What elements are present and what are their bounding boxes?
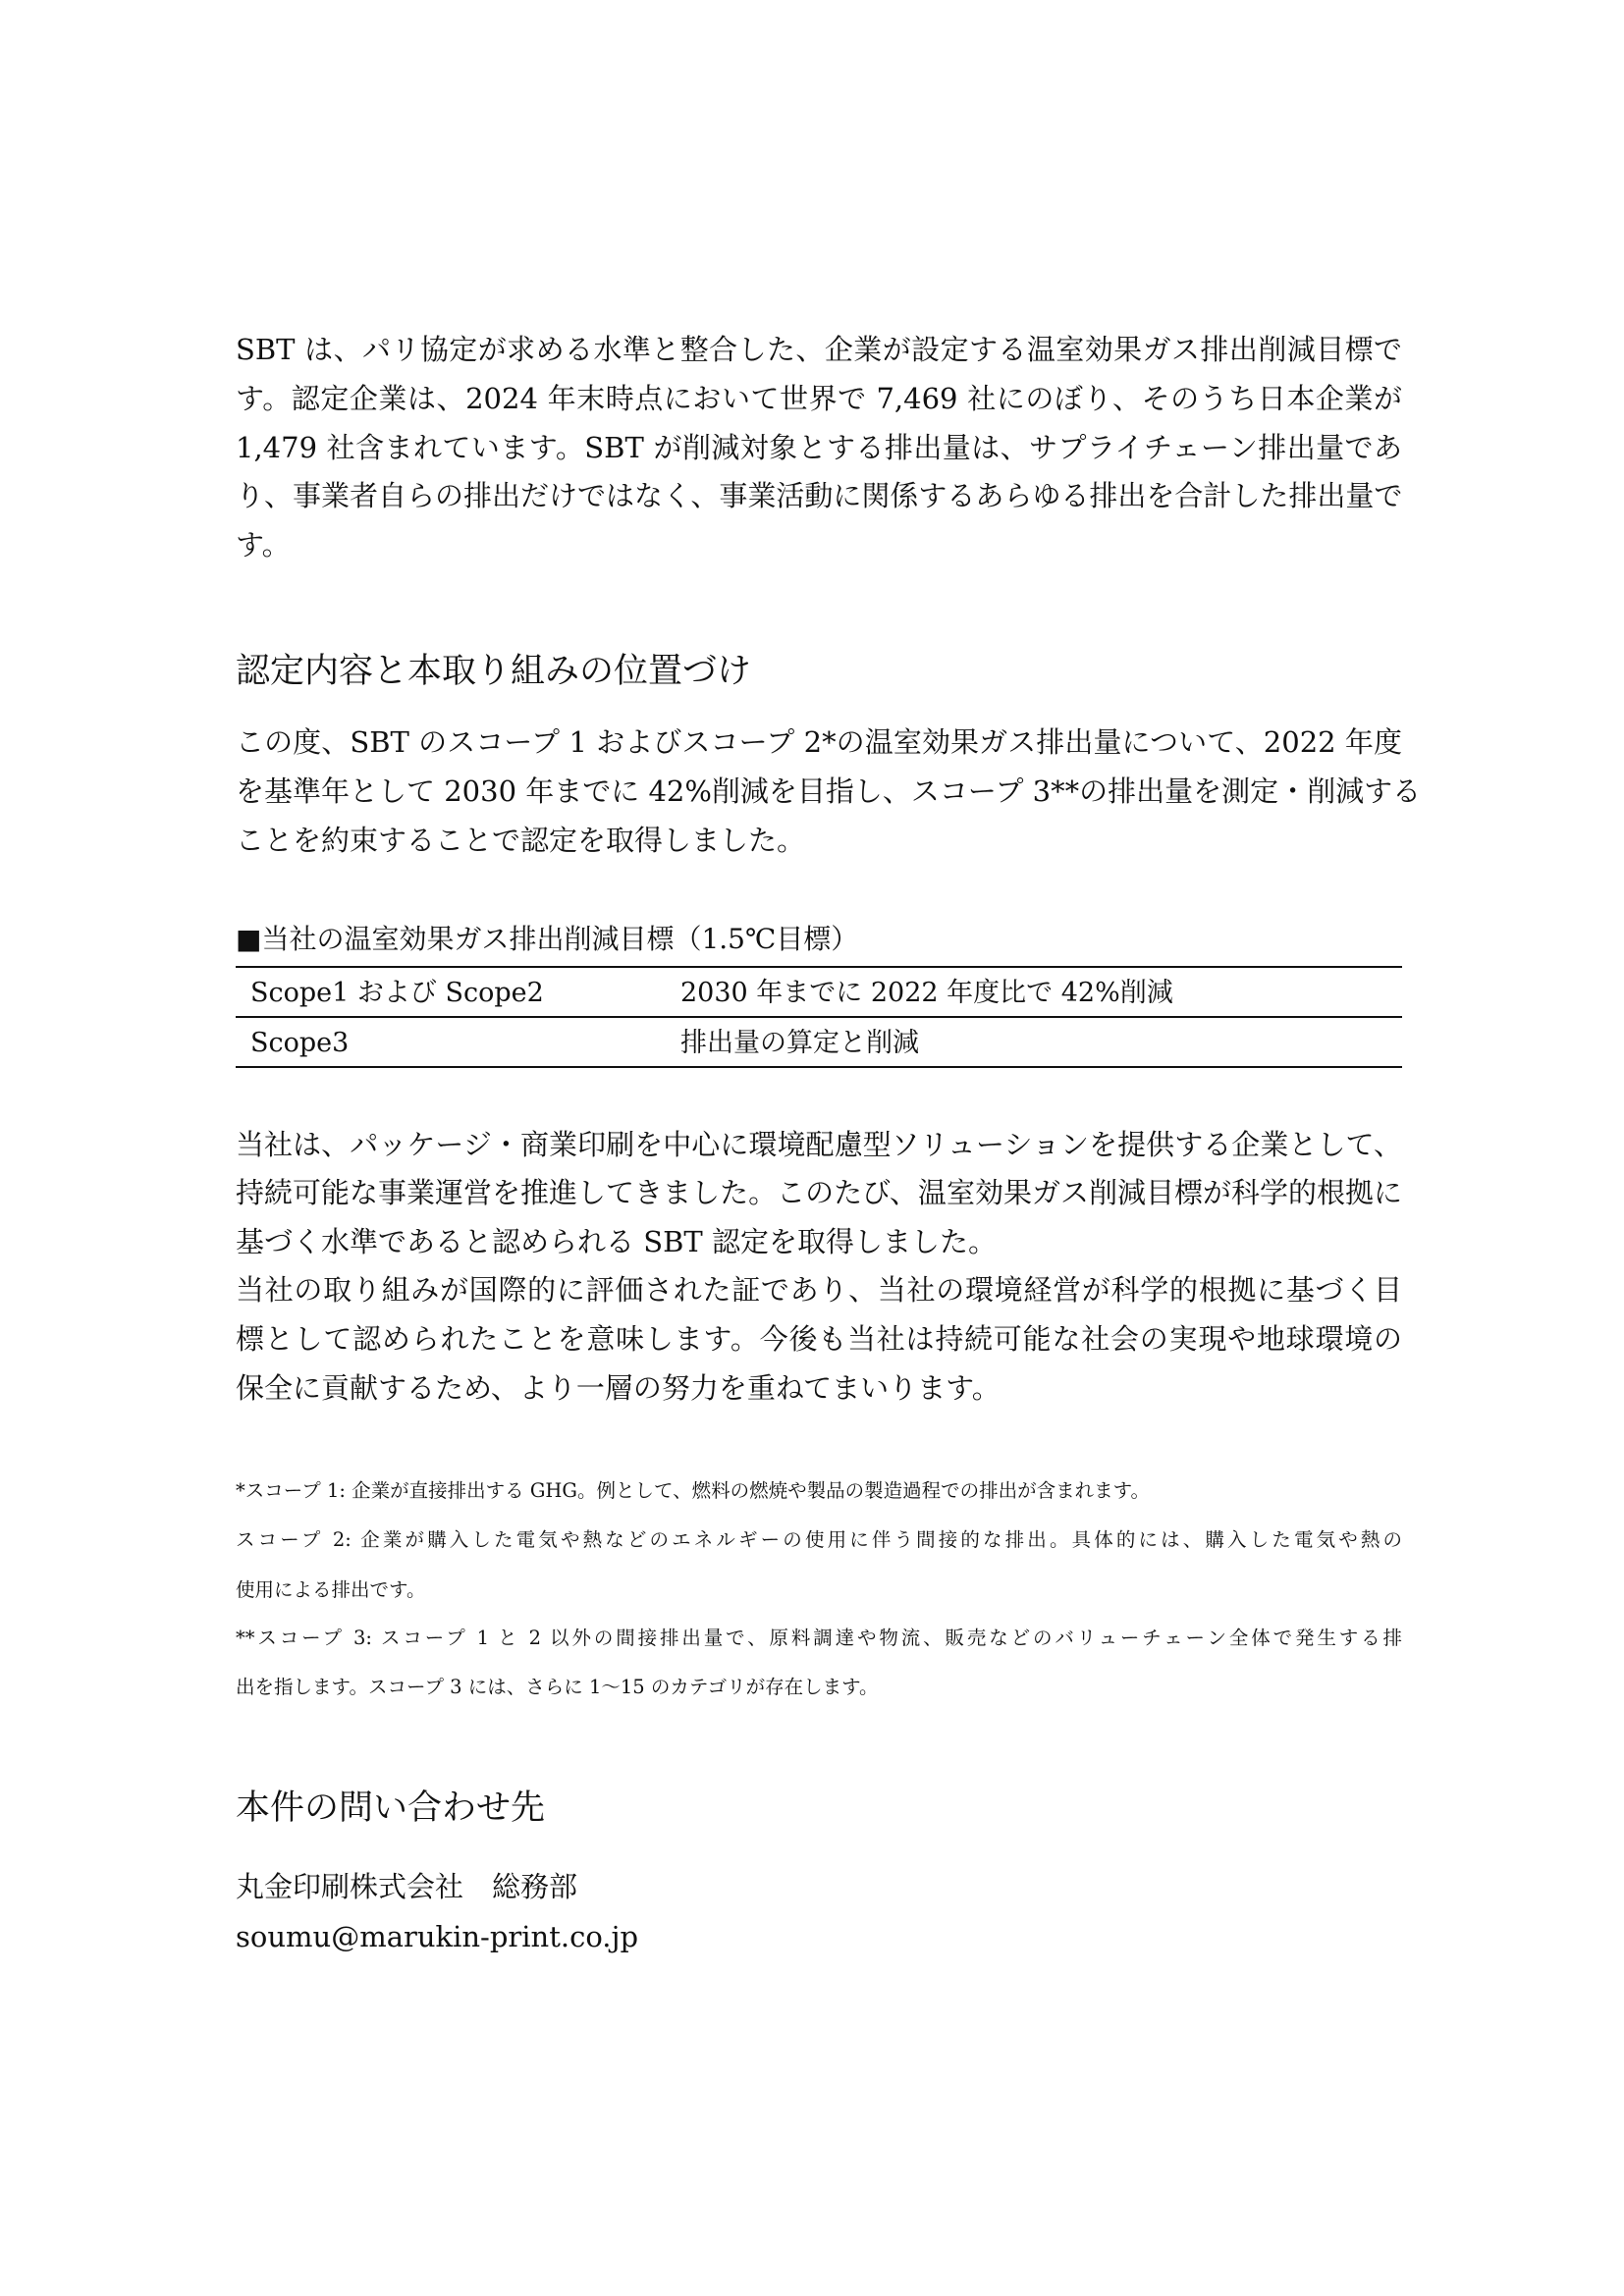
certification-line: ことを約束することで認定を取得しました。 (236, 824, 806, 857)
target-cell: 2030 年までに 2022 年度比で 42%削減 (680, 978, 1173, 1008)
certification-line: を基準年として 2030 年までに 42%削減を目指し、スコープ 3**の排出量を測定・削減する (236, 774, 1422, 808)
body-line: 当社の取り組みが国際的に評価された証であり、当社の環境経営が科学的根拠に基づく目 (236, 1273, 1402, 1307)
body-line: 標として認められたことを意味します。今後も当社は持続可能な社会の実現や地球環境の (236, 1322, 1402, 1356)
table-rule (236, 1016, 1402, 1018)
table-rule (236, 966, 1402, 968)
section-heading-contact: 本件の問い合わせ先 (236, 1789, 546, 1828)
scope-cell: Scope3 (250, 1028, 350, 1058)
table-title: ■当社の温室効果ガス排出削減目標（1.5℃目標） (236, 923, 859, 955)
intro-line: す。 (236, 528, 291, 561)
body-line: 保全に貢献するため、より一層の努力を重ねてまいります。 (236, 1371, 1001, 1405)
section-heading-certification: 認定内容と本取り組みの位置づけ (236, 652, 752, 691)
target-cell: 排出量の算定と削減 (680, 1028, 919, 1058)
footnote-line: 出を指します。スコープ 3 には、さらに 1～15 のカテゴリが存在します。 (236, 1676, 879, 1698)
table-rule (236, 1066, 1402, 1068)
intro-line: す。認定企業は、2024 年末時点において世界で 7,469 社にのぼり、そのうち日本企業が (236, 382, 1402, 415)
scope-cell: Scope1 および Scope2 (250, 978, 544, 1008)
intro-line: 1,479 社含まれています。SBT が削減対象とする排出量は、サプライチェーン排出量であ (236, 431, 1402, 464)
contact-organization: 丸金印刷株式会社 総務部 (236, 1870, 578, 1903)
intro-line: り、事業者自らの排出だけではなく、事業活動に関係するあらゆる排出を合計した排出量で (236, 479, 1403, 512)
contact-email[interactable]: soumu@marukin-print.co.jp (236, 1920, 639, 1953)
certification-line: この度、SBT のスコープ 1 およびスコープ 2*の温室効果ガス排出量について、2022 年度 (236, 725, 1402, 759)
footnote-line: *スコープ 1: 企業が直接排出する GHG。例として、燃料の燃焼や製品の製造過程での排出が含まれます。 (236, 1479, 1151, 1502)
footnote-line: 使用による排出です。 (236, 1578, 426, 1601)
intro-line: SBT は、パリ協定が求める水準と整合した、企業が設定する温室効果ガス排出削減目標で (236, 333, 1402, 366)
body-line: 基づく水準であると認められる SBT 認定を取得しました。 (236, 1225, 997, 1258)
body-line: 当社は、パッケージ・商業印刷を中心に環境配慮型ソリューションを提供する企業として、 (236, 1128, 1402, 1161)
footnote-line: **スコープ 3: スコープ 1 と 2 以外の間接排出量で、原料調達や物流、販売などのバリューチェーン全体で発生する排 (236, 1627, 1402, 1649)
footnote-line: スコープ 2: 企業が購入した電気や熱などのエネルギーの使用に伴う間接的な排出。具体的には、購入した電気や熱の (236, 1528, 1402, 1551)
body-line: 持続可能な事業運営を推進してきました。このたび、温室効果ガス削減目標が科学的根拠に (236, 1176, 1402, 1209)
